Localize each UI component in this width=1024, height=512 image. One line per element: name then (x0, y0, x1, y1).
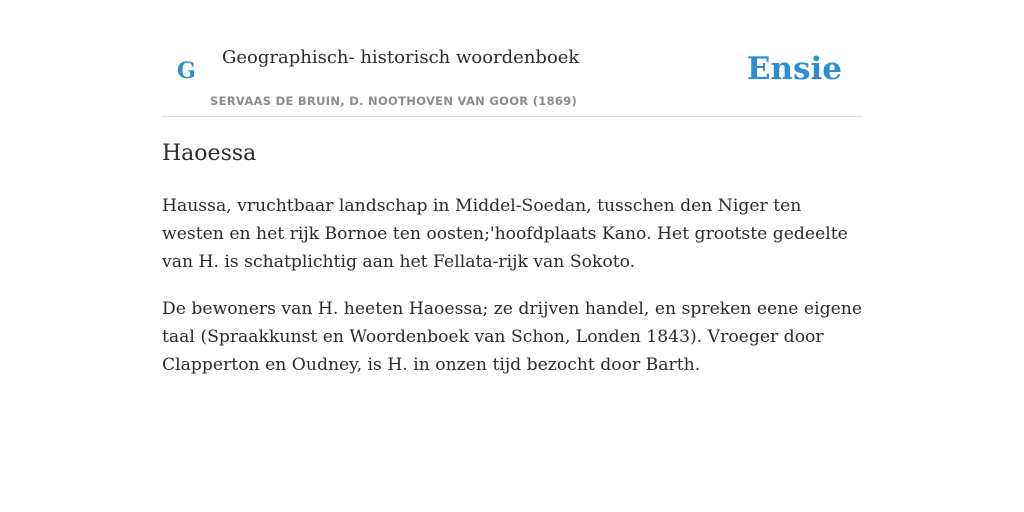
entry-paragraph: Haussa, vruchtbaar landschap in Middel-Soedan, tusschen den Niger ten westen en het rijk Bornoe ten oosten;'hoofdplaats Kano. Het grootste gedeelte van H. is schatplichtig aan het Fellata-rijk van Sokoto. (162, 196, 848, 272)
book-title-link[interactable]: Geographisch- historisch woordenboek (222, 47, 580, 68)
ensie-logo[interactable]: Ensie (746, 51, 842, 87)
book-author: SERVAAS DE BRUIN, D. NOOTHOVEN VAN GOOR (1869) (210, 94, 578, 108)
entry-paragraph: De bewoners van H. heeten Haoessa; ze drijven handel, en spreken eene eigene taal (Spraakkunst en Woordenboek van Schon, Londen 1843). Vroeger door Clapperton en Oudney, is H. in onzen tijd bezocht door Barth. (162, 299, 863, 375)
entry-title: Haoessa (162, 141, 257, 166)
book-header (162, 0, 862, 117)
entry-body (162, 192, 862, 398)
book-letter-badge[interactable]: G (177, 58, 196, 84)
